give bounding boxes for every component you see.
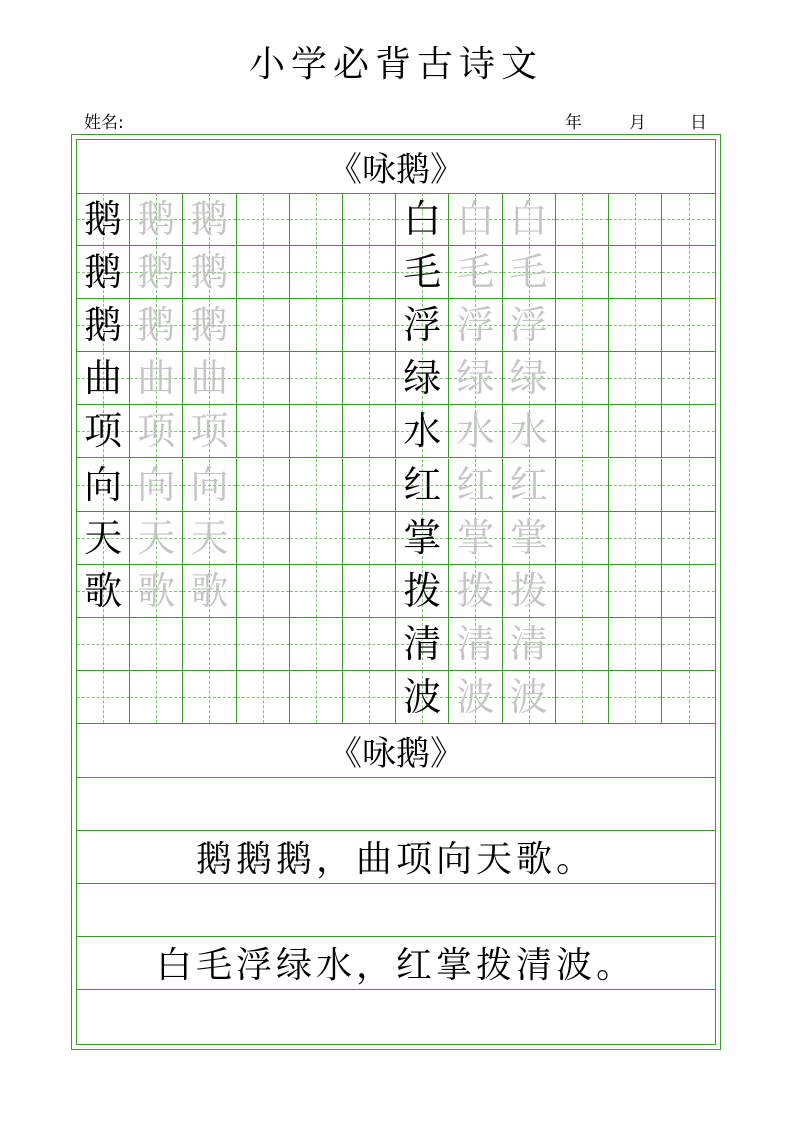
grid-cell xyxy=(343,405,396,458)
tracing-character: 向 xyxy=(190,462,229,507)
guide-line xyxy=(263,618,264,670)
grid-cell xyxy=(290,618,343,671)
grid-cell xyxy=(77,512,130,565)
grid-cell xyxy=(609,352,662,405)
grid-cell xyxy=(503,299,556,352)
grid-cell xyxy=(237,193,290,246)
grid-cell xyxy=(396,671,449,724)
grid-cell xyxy=(662,512,715,565)
guide-line xyxy=(369,299,370,351)
grid-cell xyxy=(396,352,449,405)
guide-line xyxy=(369,405,370,457)
guide-line xyxy=(689,246,690,298)
grid-cell xyxy=(343,671,396,724)
grid-cell xyxy=(130,246,183,299)
grid-cell xyxy=(183,193,236,246)
guide-line xyxy=(209,618,210,670)
grid-cell xyxy=(609,299,662,352)
guide-line xyxy=(689,299,690,351)
grid-cell xyxy=(343,618,396,671)
grid-cell xyxy=(343,352,396,405)
grid-cell xyxy=(503,246,556,299)
guide-line xyxy=(369,459,370,511)
grid-cell xyxy=(130,352,183,405)
grid-cell xyxy=(449,512,502,565)
guide-line xyxy=(316,565,317,617)
grid-cell xyxy=(130,299,183,352)
tracing-character: 天 xyxy=(137,515,176,560)
model-character: 水 xyxy=(403,409,442,454)
tracing-character: 鹅 xyxy=(137,250,176,295)
tracing-character: 歌 xyxy=(190,568,229,613)
grid-cell xyxy=(503,565,556,618)
grid-cell xyxy=(449,352,502,405)
guide-line xyxy=(103,618,104,670)
grid-cell xyxy=(343,246,396,299)
guide-line xyxy=(635,618,636,670)
model-character: 清 xyxy=(403,621,442,666)
tracing-character: 绿 xyxy=(456,356,495,401)
guide-line xyxy=(369,352,370,404)
guide-line xyxy=(689,352,690,404)
tracing-character: 白 xyxy=(509,197,548,242)
worksheet xyxy=(76,139,716,1045)
grid-cell xyxy=(237,352,290,405)
grid-cell xyxy=(130,618,183,671)
grid-cell xyxy=(556,565,609,618)
poem-title-bottom: 《咏鹅》 xyxy=(328,734,464,774)
tracing-character: 清 xyxy=(456,621,495,666)
grid-cell xyxy=(609,246,662,299)
guide-line xyxy=(635,299,636,351)
poem-title-top: 《咏鹅》 xyxy=(328,150,464,190)
grid-cell xyxy=(396,459,449,512)
tracing-character: 绿 xyxy=(509,356,548,401)
grid-cell xyxy=(449,405,502,458)
model-character: 向 xyxy=(84,462,123,507)
grid-cell xyxy=(77,565,130,618)
guide-line xyxy=(582,405,583,457)
grid-cell xyxy=(503,193,556,246)
model-character: 鹅 xyxy=(84,303,123,348)
guide-line xyxy=(689,565,690,617)
guide-line xyxy=(635,565,636,617)
guide-line xyxy=(582,193,583,245)
model-character: 浮 xyxy=(403,303,442,348)
tracing-character: 红 xyxy=(509,462,548,507)
grid-cell xyxy=(396,618,449,671)
guide-line xyxy=(689,405,690,457)
guide-line xyxy=(689,459,690,511)
grid-cell xyxy=(237,299,290,352)
guide-line xyxy=(156,618,157,670)
tracing-character: 鹅 xyxy=(137,303,176,348)
writing-line xyxy=(77,883,715,884)
grid-cell xyxy=(449,246,502,299)
guide-line xyxy=(635,671,636,723)
grid-cell xyxy=(503,512,556,565)
guide-line xyxy=(582,299,583,351)
tracing-character: 项 xyxy=(137,409,176,454)
grid-cell xyxy=(609,565,662,618)
tracing-character: 拨 xyxy=(509,568,548,613)
grid-cell xyxy=(77,299,130,352)
guide-line xyxy=(263,512,264,564)
day-label: 日 xyxy=(690,113,707,133)
guide-line xyxy=(689,671,690,723)
grid-cell xyxy=(503,618,556,671)
guide-line xyxy=(263,459,264,511)
guide-line xyxy=(635,352,636,404)
grid-cell xyxy=(449,193,502,246)
model-character: 曲 xyxy=(84,356,123,401)
grid-cell xyxy=(77,618,130,671)
grid-cell xyxy=(556,671,609,724)
guide-line xyxy=(369,246,370,298)
guide-line xyxy=(263,246,264,298)
writing-line xyxy=(77,989,715,990)
guide-line xyxy=(369,512,370,564)
model-character: 红 xyxy=(403,462,442,507)
grid-cell xyxy=(130,405,183,458)
grid-cell xyxy=(77,246,130,299)
grid-cell xyxy=(183,352,236,405)
page-title: 小学必背古诗文 xyxy=(248,44,543,85)
grid-cell xyxy=(396,512,449,565)
grid-cell xyxy=(290,565,343,618)
tracing-character: 鹅 xyxy=(190,303,229,348)
tracing-character: 水 xyxy=(509,409,548,454)
grid-cell xyxy=(662,405,715,458)
grid-cell xyxy=(290,405,343,458)
grid-cell xyxy=(183,459,236,512)
tracing-character: 项 xyxy=(190,409,229,454)
grid-cell xyxy=(449,459,502,512)
grid-cell xyxy=(556,352,609,405)
tracing-character: 浮 xyxy=(456,303,495,348)
poem-line-2: 白毛浮绿水，红掌拨清波。 xyxy=(155,945,636,986)
grid-cell xyxy=(343,565,396,618)
tracing-character: 波 xyxy=(456,674,495,719)
guide-line xyxy=(635,512,636,564)
model-character: 波 xyxy=(403,674,442,719)
grid-cell xyxy=(662,246,715,299)
grid-cell xyxy=(130,565,183,618)
grid-cell xyxy=(449,671,502,724)
model-character: 鹅 xyxy=(84,197,123,242)
grid-cell xyxy=(130,459,183,512)
guide-line xyxy=(582,565,583,617)
model-character: 毛 xyxy=(403,250,442,295)
guide-line xyxy=(582,246,583,298)
poem-line-2-band xyxy=(77,936,715,989)
grid-cell xyxy=(183,299,236,352)
grid-cell xyxy=(290,352,343,405)
poem-line-1-band xyxy=(77,830,715,883)
guide-line xyxy=(635,246,636,298)
grid-cell xyxy=(556,193,609,246)
model-character: 白 xyxy=(403,197,442,242)
year-label: 年 xyxy=(565,113,582,133)
grid-cell xyxy=(237,512,290,565)
grid-cell xyxy=(183,671,236,724)
grid-cell xyxy=(396,246,449,299)
grid-cell xyxy=(290,512,343,565)
guide-line xyxy=(635,193,636,245)
grid-cell xyxy=(556,246,609,299)
tracing-character: 毛 xyxy=(509,250,548,295)
grid-cell xyxy=(449,299,502,352)
grid-cell xyxy=(77,405,130,458)
grid-cell xyxy=(290,193,343,246)
guide-line xyxy=(582,352,583,404)
grid-cell xyxy=(290,671,343,724)
tracing-character: 鹅 xyxy=(190,197,229,242)
grid-cell xyxy=(396,299,449,352)
model-character: 拨 xyxy=(403,568,442,613)
model-character: 项 xyxy=(84,409,123,454)
grid-cell xyxy=(396,565,449,618)
grid-cell xyxy=(556,618,609,671)
guide-line xyxy=(689,512,690,564)
grid-cell xyxy=(556,459,609,512)
grid-cell xyxy=(609,512,662,565)
tracing-character: 掌 xyxy=(456,515,495,560)
grid-cell xyxy=(183,618,236,671)
grid-cell xyxy=(237,459,290,512)
tracing-character: 浮 xyxy=(509,303,548,348)
grid-cell xyxy=(183,512,236,565)
grid-cell xyxy=(183,405,236,458)
model-character: 歌 xyxy=(84,568,123,613)
guide-line xyxy=(263,405,264,457)
tracing-character: 鹅 xyxy=(137,197,176,242)
grid-cell xyxy=(77,459,130,512)
grid-cell xyxy=(662,565,715,618)
grid-cell xyxy=(609,405,662,458)
grid-cell xyxy=(343,299,396,352)
guide-line xyxy=(209,671,210,723)
grid-cell xyxy=(556,405,609,458)
grid-cell xyxy=(130,512,183,565)
grid-cell xyxy=(237,405,290,458)
tracing-character: 水 xyxy=(456,409,495,454)
tracing-character: 曲 xyxy=(137,356,176,401)
tracing-character: 波 xyxy=(509,674,548,719)
grid-cell xyxy=(609,193,662,246)
tracing-character: 拨 xyxy=(456,568,495,613)
grid-cell xyxy=(662,352,715,405)
guide-line xyxy=(263,299,264,351)
grid-cell xyxy=(556,512,609,565)
guide-line xyxy=(263,352,264,404)
guide-line xyxy=(582,618,583,670)
guide-line xyxy=(635,459,636,511)
guide-line xyxy=(369,671,370,723)
guide-line xyxy=(316,618,317,670)
grid-cell xyxy=(290,459,343,512)
tracing-grid xyxy=(77,193,715,724)
guide-line xyxy=(689,618,690,670)
tracing-character: 向 xyxy=(137,462,176,507)
guide-line xyxy=(689,193,690,245)
grid-cell xyxy=(662,618,715,671)
guide-line xyxy=(263,565,264,617)
grid-cell xyxy=(183,565,236,618)
grid-cell xyxy=(343,193,396,246)
grid-cell xyxy=(77,193,130,246)
grid-cell xyxy=(609,459,662,512)
grid-cell xyxy=(130,671,183,724)
name-label: 姓名: xyxy=(84,113,124,133)
guide-line xyxy=(316,352,317,404)
grid-cell xyxy=(609,671,662,724)
grid-cell xyxy=(343,512,396,565)
grid-cell xyxy=(237,671,290,724)
tracing-character: 天 xyxy=(190,515,229,560)
model-character: 鹅 xyxy=(84,250,123,295)
guide-line xyxy=(369,565,370,617)
model-character: 掌 xyxy=(403,515,442,560)
guide-line xyxy=(316,299,317,351)
guide-line xyxy=(263,671,264,723)
model-character: 绿 xyxy=(403,356,442,401)
poem-title-bottom-band xyxy=(77,724,715,777)
guide-line xyxy=(316,459,317,511)
grid-cell xyxy=(503,671,556,724)
grid-cell xyxy=(290,246,343,299)
guide-line xyxy=(316,405,317,457)
guide-line xyxy=(369,193,370,245)
poem-line-1: 鹅鹅鹅，曲项向天歌。 xyxy=(195,839,596,880)
guide-line xyxy=(103,671,104,723)
grid-cell xyxy=(503,405,556,458)
tracing-character: 曲 xyxy=(190,356,229,401)
grid-cell xyxy=(556,299,609,352)
guide-line xyxy=(582,671,583,723)
grid-cell xyxy=(396,193,449,246)
tracing-character: 清 xyxy=(509,621,548,666)
grid-cell xyxy=(396,405,449,458)
guide-line xyxy=(582,459,583,511)
grid-cell xyxy=(609,618,662,671)
grid-cell xyxy=(343,459,396,512)
tracing-character: 红 xyxy=(456,462,495,507)
guide-line xyxy=(156,671,157,723)
guide-line xyxy=(369,618,370,670)
guide-line xyxy=(316,512,317,564)
grid-cell xyxy=(449,618,502,671)
grid-cell xyxy=(237,618,290,671)
grid-cell xyxy=(449,565,502,618)
guide-line xyxy=(316,671,317,723)
guide-line xyxy=(582,512,583,564)
grid-cell xyxy=(662,193,715,246)
tracing-character: 鹅 xyxy=(190,250,229,295)
grid-cell xyxy=(662,299,715,352)
month-label: 月 xyxy=(629,113,646,133)
tracing-character: 歌 xyxy=(137,568,176,613)
grid-cell xyxy=(503,352,556,405)
grid-cell xyxy=(662,459,715,512)
grid-cell xyxy=(77,352,130,405)
guide-line xyxy=(263,193,264,245)
model-character: 天 xyxy=(84,515,123,560)
poem-title-top-band xyxy=(77,140,715,193)
grid-cell xyxy=(237,246,290,299)
guide-line xyxy=(316,246,317,298)
grid-cell xyxy=(237,565,290,618)
grid-cell xyxy=(662,671,715,724)
grid-cell xyxy=(290,299,343,352)
tracing-character: 掌 xyxy=(509,515,548,560)
tracing-character: 毛 xyxy=(456,250,495,295)
writing-line xyxy=(77,777,715,778)
guide-line xyxy=(635,405,636,457)
guide-line xyxy=(316,193,317,245)
grid-cell xyxy=(503,459,556,512)
tracing-character: 白 xyxy=(456,197,495,242)
grid-cell xyxy=(183,246,236,299)
grid-cell xyxy=(130,193,183,246)
grid-cell xyxy=(77,671,130,724)
